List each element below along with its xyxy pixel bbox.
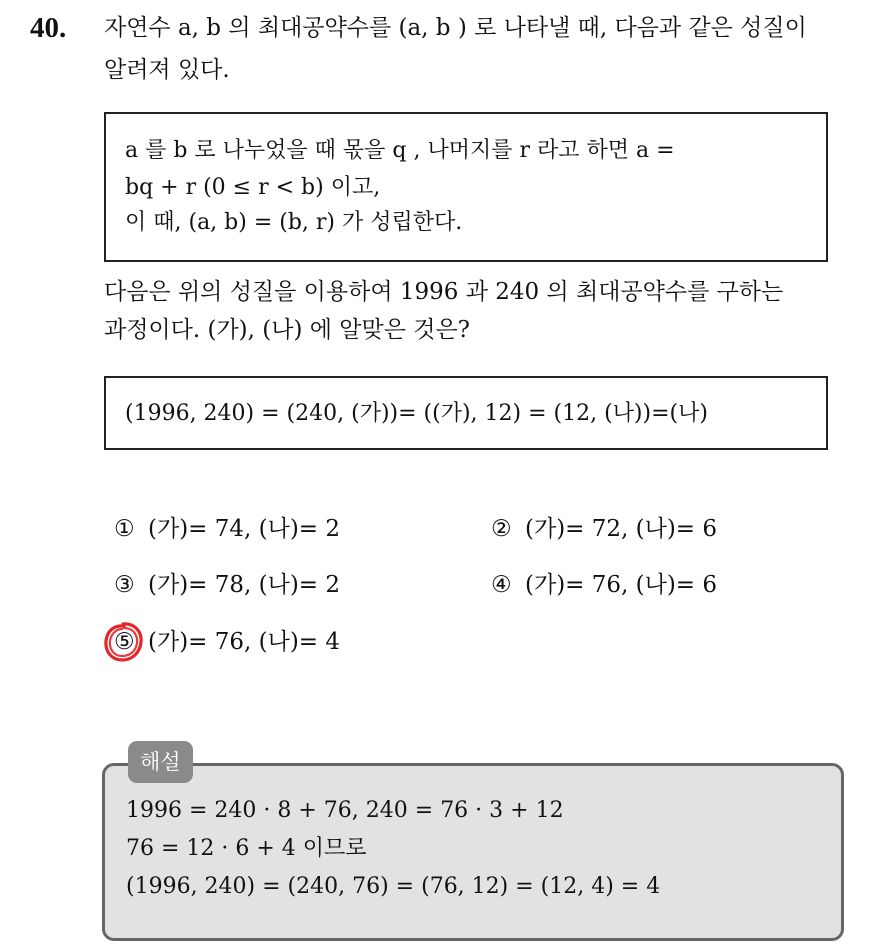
property-line1: a 를 b 로 나누었을 때 몫을 q , 나머지를 r 라고 하면 a = [125, 138, 675, 163]
answer-circle-icon [101, 620, 145, 664]
answer-choice-3[interactable] [114, 574, 340, 597]
choice-1-text: (가)= 74, (나)= 2 [148, 516, 341, 542]
choice-3-mark: ③ [114, 572, 135, 598]
property-line2: bq + r (0 ≤ r < b) 이고, [125, 175, 381, 200]
solution-line2: 76 = 12 · 6 + 4 이므로 [126, 836, 367, 861]
choice-2-text: (가)= 72, (나)= 6 [525, 516, 718, 542]
answer-choice-5[interactable] [114, 631, 340, 654]
question-stem-line2: 알려져 있다. [104, 57, 230, 83]
process-box [104, 376, 828, 450]
choice-3-text: (가)= 78, (나)= 2 [148, 572, 341, 598]
choice-4-text: (가)= 76, (나)= 6 [525, 572, 718, 598]
prompt-line2: 과정이다. (가), (나) 에 알맞은 것은? [104, 317, 471, 343]
choice-5-mark: ⑤ [114, 629, 135, 655]
process-equation: (1996, 240) = (240, (가))= ((가), 12) = (12, (나))=(나) [125, 401, 708, 426]
choice-4-mark: ④ [491, 572, 512, 598]
property-box [104, 112, 828, 262]
choice-1-mark: ① [114, 516, 135, 542]
property-line3: 이 때, (a, b) = (b, r) 가 성립한다. [125, 210, 463, 235]
choice-5-text: (가)= 76, (나)= 4 [148, 629, 341, 655]
answer-choice-4[interactable] [491, 574, 717, 597]
answer-choice-2[interactable] [491, 518, 717, 541]
answer-choice-1[interactable] [114, 518, 340, 541]
choice-2-mark: ② [491, 516, 512, 542]
solution-label: 해설 [128, 741, 193, 783]
solution-line1: 1996 = 240 · 8 + 76, 240 = 76 · 3 + 12 [126, 798, 564, 823]
question-number: 40. [30, 12, 67, 44]
question-stem-line1: 자연수 a, b 의 최대공약수를 (a, b ) 로 나타낼 때, 다음과 같은 성질이 [104, 15, 807, 41]
prompt-line1: 다음은 위의 성질을 이용하여 1996 과 240 의 최대공약수를 구하는 [104, 279, 784, 305]
solution-line3: (1996, 240) = (240, 76) = (76, 12) = (12, 4) = 4 [126, 874, 661, 899]
